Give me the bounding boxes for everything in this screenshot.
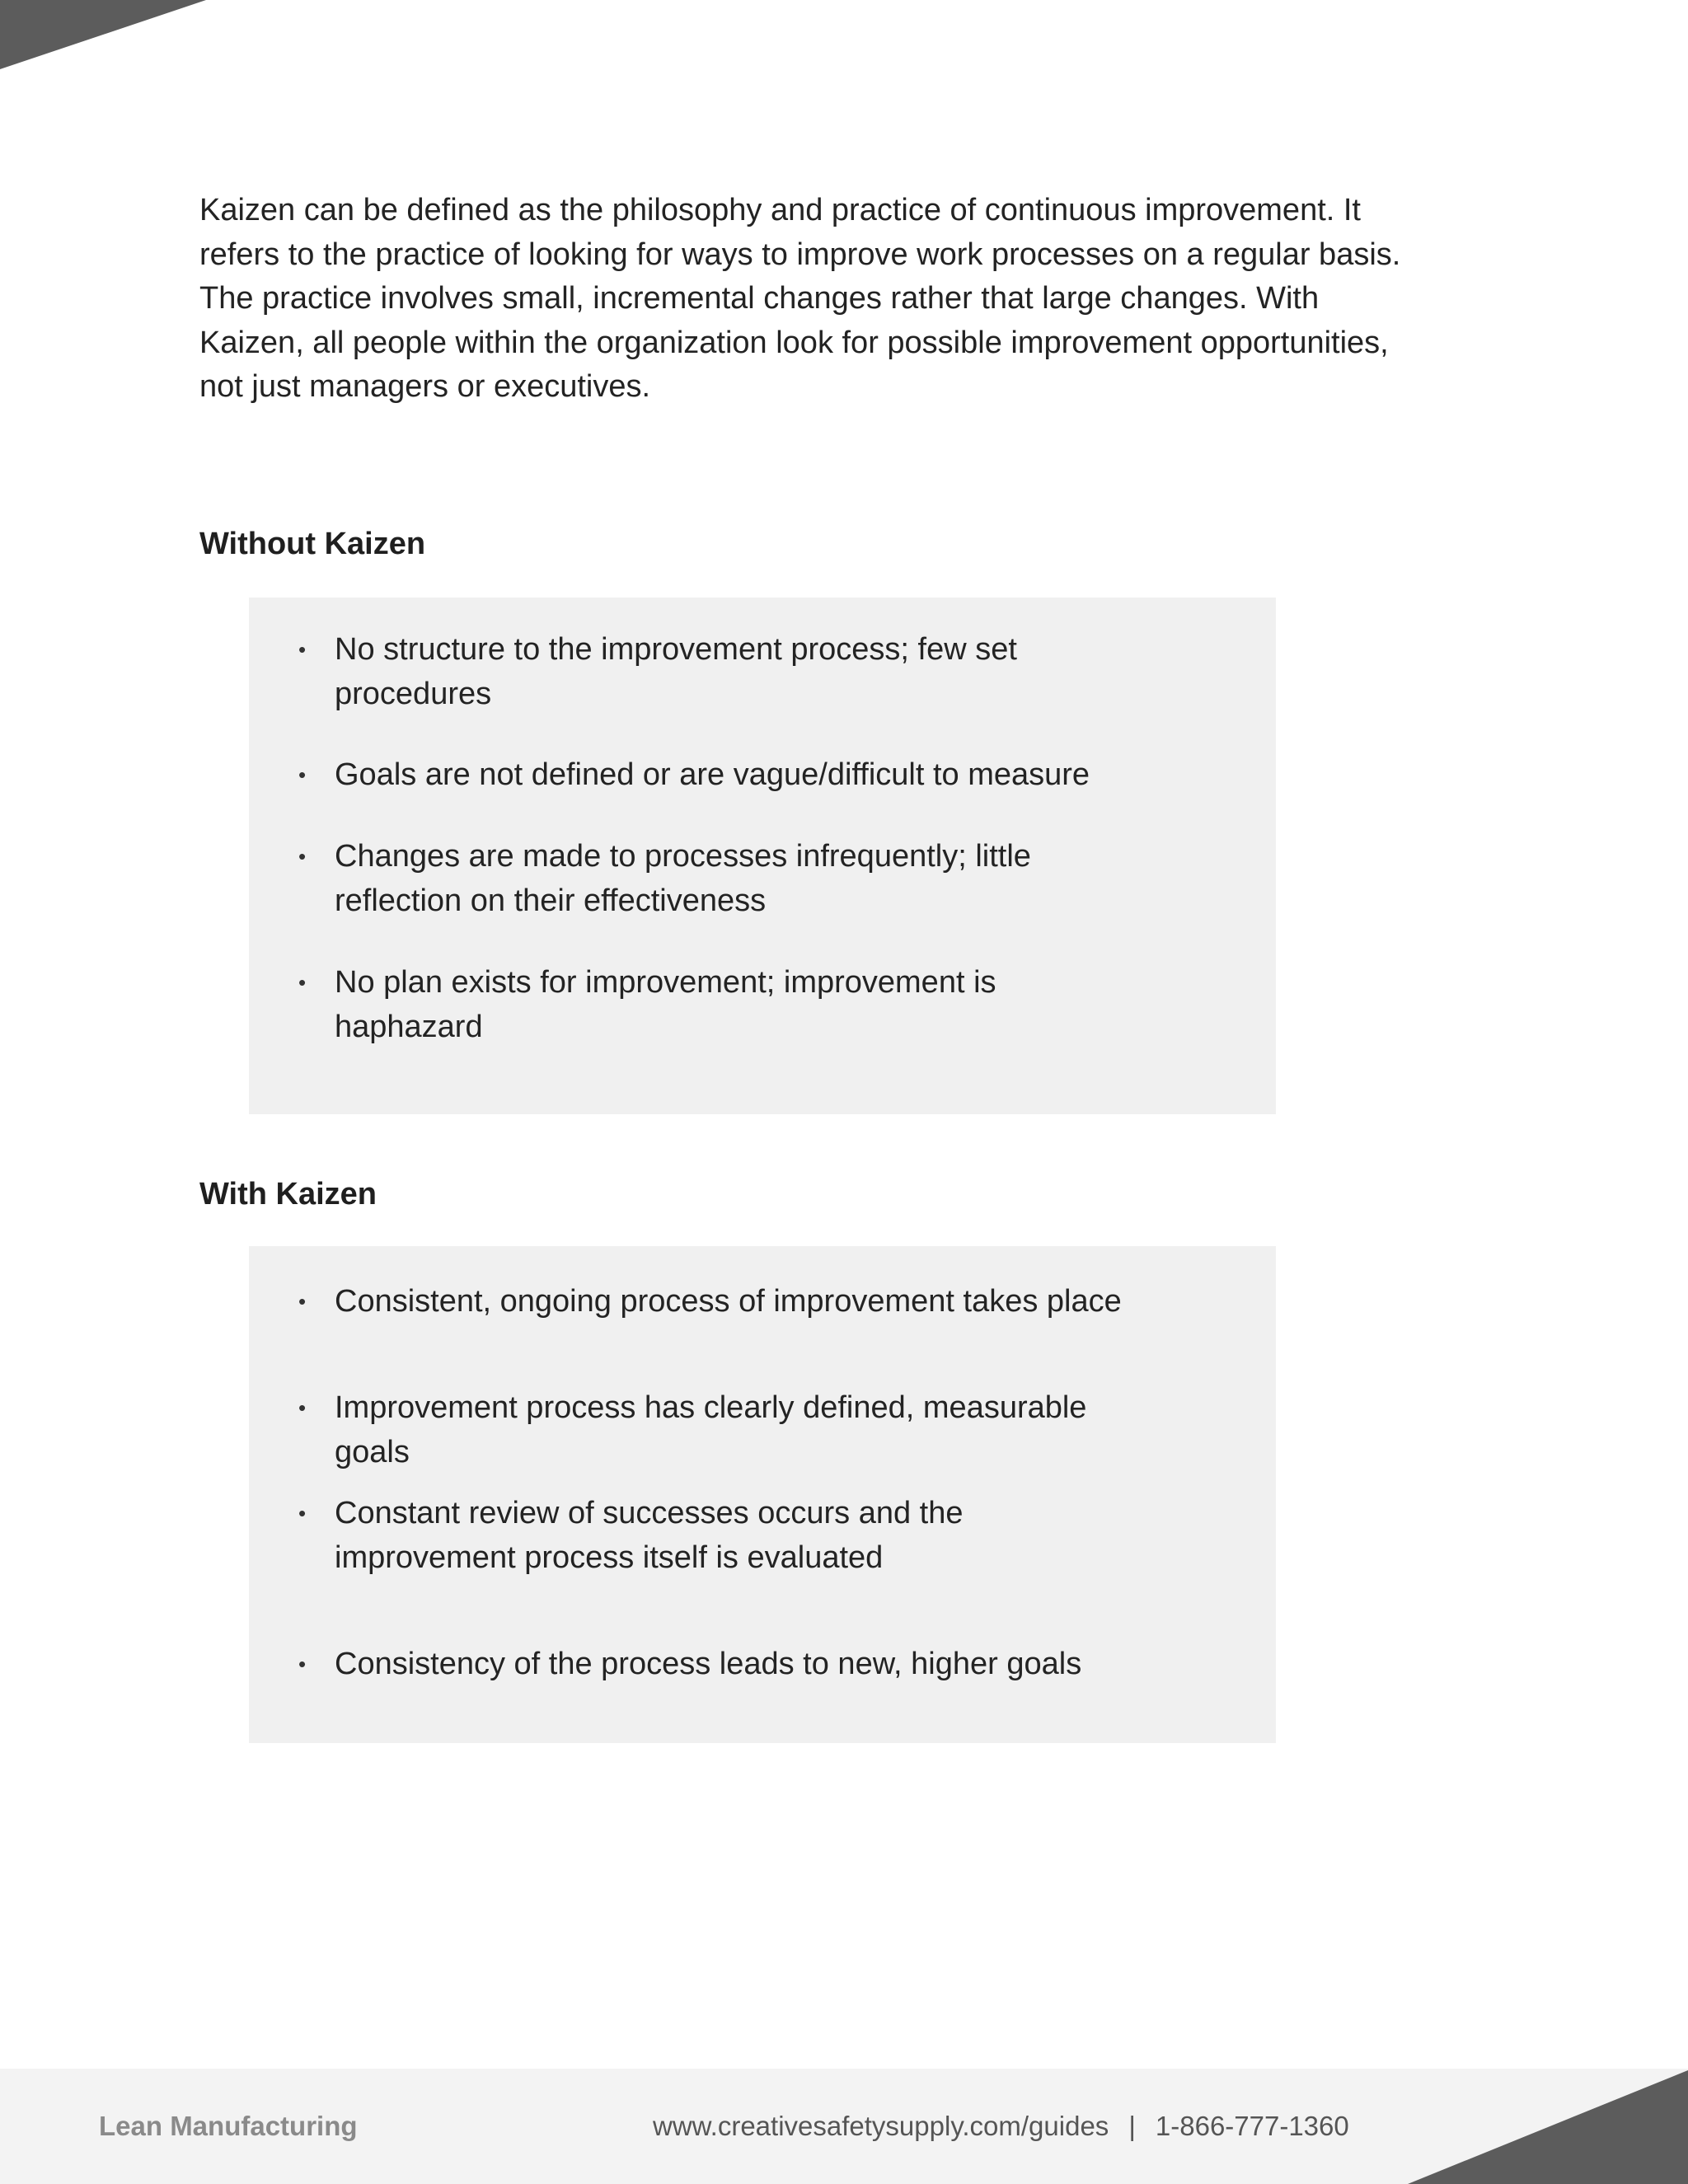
without-kaizen-heading: Without Kaizen [199,527,426,561]
list-item-text: Constant review of successes occurs and the improvement process itself is evaluated [335,1496,964,1575]
bullet-icon: • [298,1501,307,1526]
bullet-icon: • [298,1395,307,1420]
list-item-text: Goals are not defined or are vague/difficult to measure [335,757,1090,792]
with-kaizen-heading: With Kaizen [199,1177,377,1212]
footer-separator: | [1128,2111,1136,2141]
corner-decoration-bottom [1408,2070,1688,2184]
with-kaizen-box [249,1246,1276,1743]
footer-url: www.creativesafetysupply.com/guides [653,2111,1109,2141]
bullet-icon: • [298,762,307,787]
footer-title: Lean Manufacturing [99,2111,358,2141]
list-item-text: Changes are made to processes infrequently; little reflection on their effectiveness [335,839,1031,918]
bullet-icon: • [298,1289,307,1314]
footer-phone: 1-866-777-1360 [1155,2111,1349,2141]
bullet-icon: • [298,637,307,662]
list-item-text: No plan exists for improvement; improvement is haphazard [335,965,996,1044]
bullet-icon: • [298,844,307,869]
corner-decoration-top [0,0,206,69]
footer-contact [653,2107,1349,2145]
list-item-text: Consistent, ongoing process of improvement takes place [335,1284,1122,1319]
list-item-text: No structure to the improvement process; few set procedures [335,632,1017,711]
list-item-text: Consistency of the process leads to new, higher goals [335,1647,1082,1681]
list-item-text: Improvement process has clearly defined, measurable goals [335,1390,1087,1469]
intro-paragraph: Kaizen can be defined as the philosophy and practice of continuous improvement. It refers to the practice of looking for ways to improve work processes on a regular basis. The practice involves small, incremental changes rather that large changes. With Kaizen, all people within the organization look for possible improvement opportunities, not just managers or executives. [199,193,1401,404]
without-kaizen-box [249,598,1276,1114]
bullet-icon: • [298,1652,307,1676]
bullet-icon: • [298,970,307,995]
